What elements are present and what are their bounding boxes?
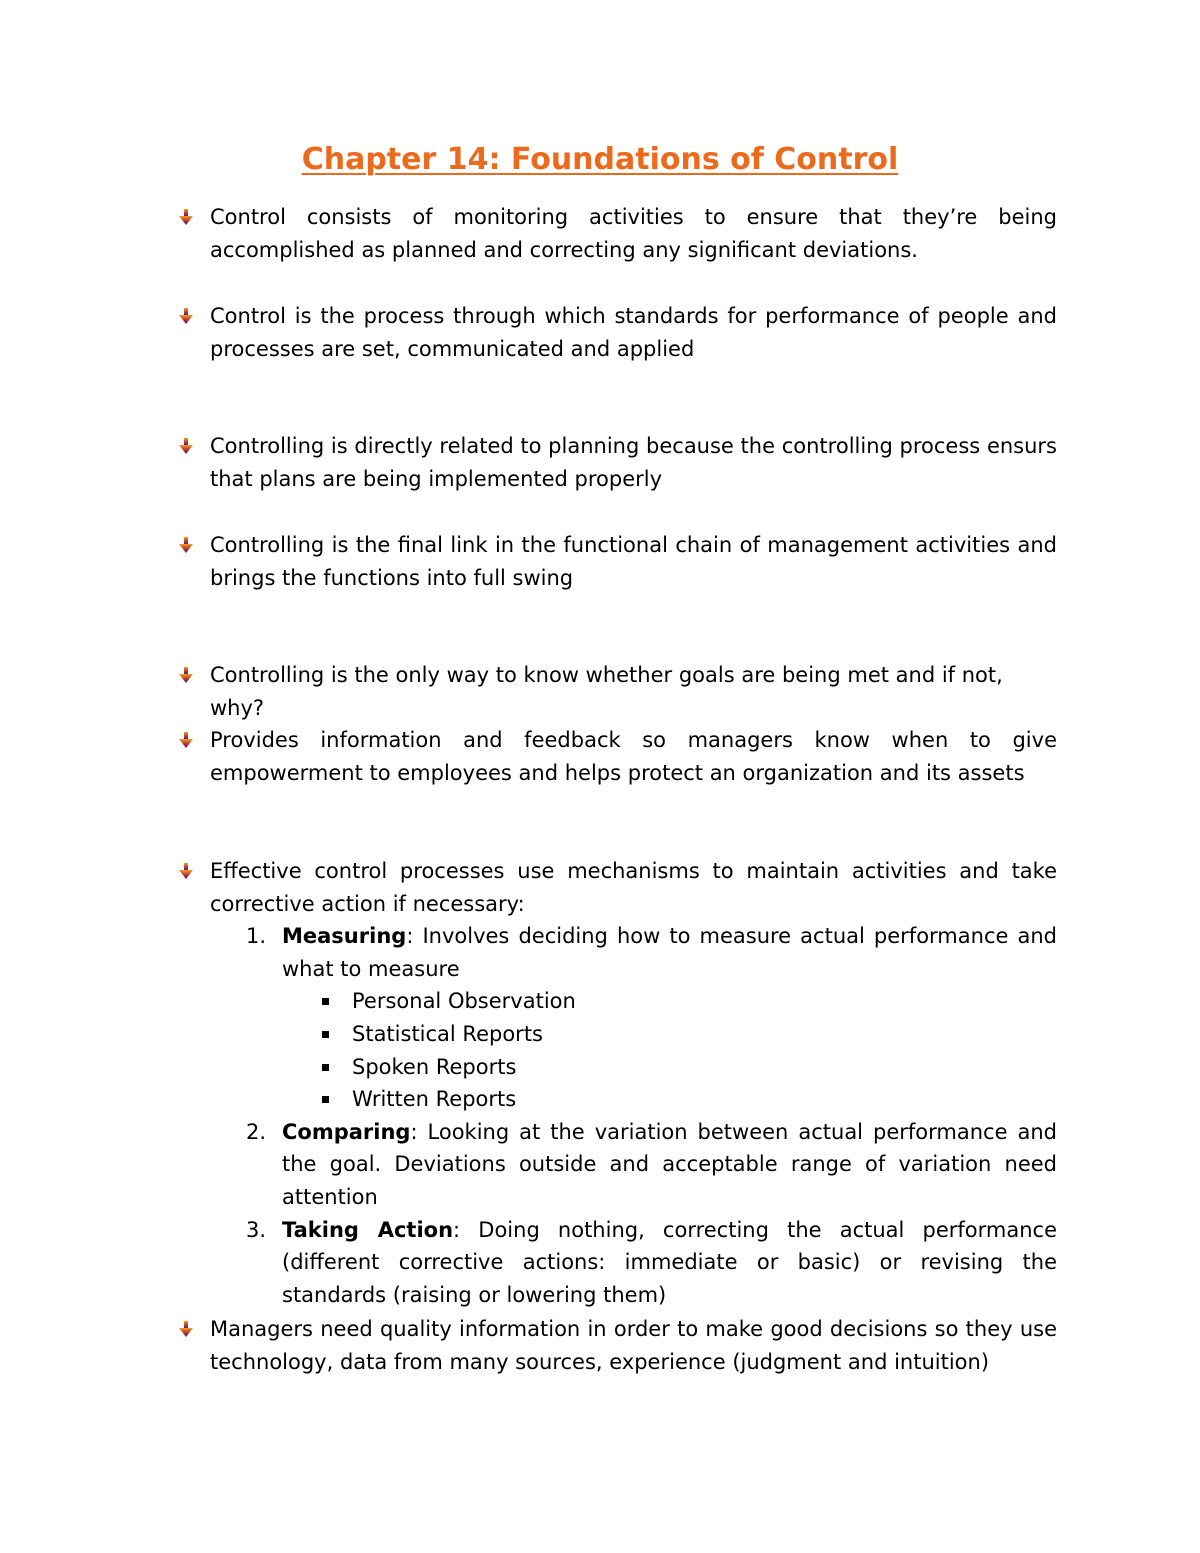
- square-bullet-icon: [322, 998, 329, 1005]
- arrow-down-bullet-icon: [179, 537, 193, 553]
- list-item: [282, 1083, 1057, 1116]
- process-step: [210, 920, 1057, 1116]
- list-item: [282, 1051, 1057, 1084]
- process-step: [210, 1214, 1057, 1312]
- list-item: [282, 1018, 1057, 1051]
- step-description: : Involves deciding how to measure actual performance and what to measure: [282, 924, 1057, 981]
- method-label: Personal Observation: [352, 989, 576, 1014]
- step-term: Comparing: [282, 1119, 411, 1144]
- control-process-steps: [210, 920, 1057, 1311]
- arrow-down-bullet-icon: [179, 438, 193, 454]
- process-step: [210, 1116, 1057, 1214]
- bullet-item: [210, 529, 1057, 594]
- bullet-item: [210, 1313, 1057, 1378]
- bullet-item: [210, 855, 1057, 1311]
- step-number: 3.: [246, 1217, 267, 1242]
- step-number: 1.: [246, 924, 267, 949]
- bullet-text: Control is the process through which standards for performance of people and processes are set, communicated and applied: [210, 304, 1057, 361]
- square-bullet-icon: [322, 1064, 329, 1071]
- step-description: : Doing nothing, correcting the actual performance (different corrective actions: immediate or basic) or revising the standards (raising or lowering them): [282, 1217, 1058, 1307]
- bullet-text: Controlling is the only way to know whether goals are being met and if not, why?: [210, 663, 1003, 720]
- arrow-down-bullet-icon: [179, 308, 193, 324]
- bullet-item: [210, 430, 1057, 495]
- bullet-item: [210, 201, 1057, 266]
- step-description: : Looking at the variation between actual performance and the goal. Deviations outside and acceptable range of variation need attention: [282, 1119, 1057, 1209]
- bullet-item: [210, 724, 1057, 789]
- method-label: Written Reports: [352, 1087, 517, 1112]
- bullet-text: Provides information and feedback so managers know when to give empowerment to employees and helps protect an organization and its assets: [210, 728, 1057, 785]
- bullet-text: Controlling is the final link in the functional chain of management activities and brings the functions into full swing: [210, 533, 1057, 590]
- bullet-text: Managers need quality information in order to make good decisions so they use technology, data from many sources, experience (judgment and intuition): [210, 1317, 1057, 1374]
- square-bullet-icon: [322, 1096, 329, 1103]
- bullet-text: Control consists of monitoring activities to ensure that they’re being accomplished as planned and correcting any significant deviations.: [210, 205, 1057, 262]
- bullet-item: [210, 659, 1057, 724]
- arrow-down-bullet-icon: [179, 732, 193, 748]
- arrow-down-bullet-icon: [179, 209, 193, 225]
- step-term: Taking Action: [282, 1217, 454, 1242]
- arrow-down-bullet-icon: [179, 863, 193, 879]
- bullet-item: [210, 300, 1057, 365]
- method-label: Spoken Reports: [352, 1054, 517, 1079]
- bullet-text: Effective control processes use mechanisms to maintain activities and take corrective action if necessary:: [210, 859, 1057, 916]
- list-item: [282, 985, 1057, 1018]
- page-title: Chapter 14: Foundations of Control: [301, 142, 899, 177]
- arrow-down-bullet-icon: [179, 667, 193, 683]
- square-bullet-icon: [322, 1031, 329, 1038]
- step-number: 2.: [246, 1119, 267, 1144]
- measurement-methods: [282, 985, 1057, 1115]
- arrow-down-bullet-icon: [179, 1321, 193, 1337]
- bullet-text: Controlling is directly related to planning because the controlling process ensurs that plans are being implemented properly: [210, 434, 1057, 491]
- step-term: Measuring: [282, 924, 407, 949]
- method-label: Statistical Reports: [352, 1021, 543, 1046]
